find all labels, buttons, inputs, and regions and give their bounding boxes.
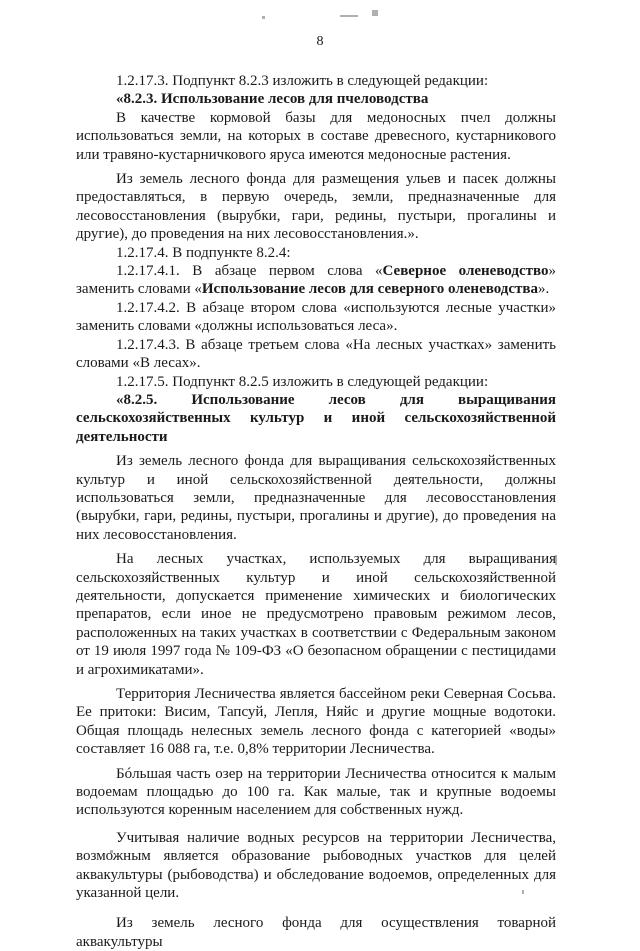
paragraph-15: Учитывая наличие водных ресурсов на территории Лесничества, возможным является образование рыбоводных участков для целей аквакультуры (рыбоводства) и обследование водоемов, определенных для указанной цели. xyxy=(76,829,556,902)
paragraph-16: Из земель лесного фонда для осуществления товарной аквакультуры xyxy=(76,915,556,950)
scan-speck xyxy=(262,16,265,19)
scan-speck xyxy=(340,15,358,17)
document-body xyxy=(76,72,556,951)
section-heading-8-2-5: «8.2.5. Использование лесов для выращивания сельскохозяйственных культур и иной сельскохозяйственной деятельности xyxy=(76,391,556,445)
paragraph-1: 1.2.17.3. Подпункт 8.2.3 изложить в следующей редакции: xyxy=(116,73,489,89)
section-heading-8-2-3: «8.2.3. Использование лесов для пчеловодства xyxy=(116,91,429,108)
paragraph-12: На лесных участках, используемых для выращивания сельскохозяйственных культур и иной сельскохозяйственной деятельности, допускается применение химических и биологических препаратов, если иное не предусмотрено правовым режимом лесов, расположенных на таких участках в соответствии с Федеральным законом от 19 июля 1997 года № 109-ФЗ «О безопасном обращении с пестицидами и агрохимикатами». xyxy=(76,551,556,678)
paragraph-3: В качестве кормовой базы для медоносных пчел должны использоваться земли, на которых в составе древесного, кустарникового или травяно-кустарничкового яруса имеются медоносные растения. xyxy=(76,109,556,163)
page-number: 8 xyxy=(316,34,324,49)
paragraph-9: 1.2.17.5. Подпункт 8.2.5 изложить в следующей редакции: xyxy=(116,373,489,390)
paragraph-5: 1.2.17.4. В подпункте 8.2.4: xyxy=(116,244,291,261)
scan-speck xyxy=(372,10,378,16)
paragraph-14: Бóльшая часть озер на территории Лесничества относится к малым водоемам площадью до 100 га. Как малые, так и крупные водоемы используются коренным населением для собственных нужд. xyxy=(76,765,556,819)
paragraph-4: Из земель лесного фонда для размещения ульев и пасек должны предоставляться, в первую очередь, земли, предназначенные для лесовосстановления (вырубки, гари, редины, пустыри, прогалины и другие), до проведения на них лесовосстановления.». xyxy=(76,171,556,243)
paragraph-13: Территория Лесничества является бассейном реки Северная Сосьва. Ее притоки: Висим, Тапсуй, Лепля, Няйс и другие мощные водотоки. Общая площадь нелесных земель лесного фонда с категорией «воды» составляет 16 088 га, т.е. 0,8% территории Лесничества. xyxy=(76,686,556,758)
paragraph-6: 1.2.17.4.1. В абзаце первом слова «Северное оленеводство» заменить словами «Использование лесов для северного оленеводства». xyxy=(76,263,556,298)
paragraph-8: 1.2.17.4.3. В абзаце третьем слова «На лесных участках» заменить словами «В лесах». xyxy=(76,336,556,372)
paragraph-7: 1.2.17.4.2. В абзаце втором слова «используются лесные участки» заменить словами «должны использоваться леса». xyxy=(76,299,556,335)
paragraph-11: Из земель лесного фонда для выращивания сельскохозяйственных культур и иной сельскохозяйственной деятельности, должны использоваться земли, предназначенные для лесовосстановления (вырубки, гари, редины, пустыри, прогалины и другие), до проведения на них лесовосстановления. xyxy=(76,453,556,543)
